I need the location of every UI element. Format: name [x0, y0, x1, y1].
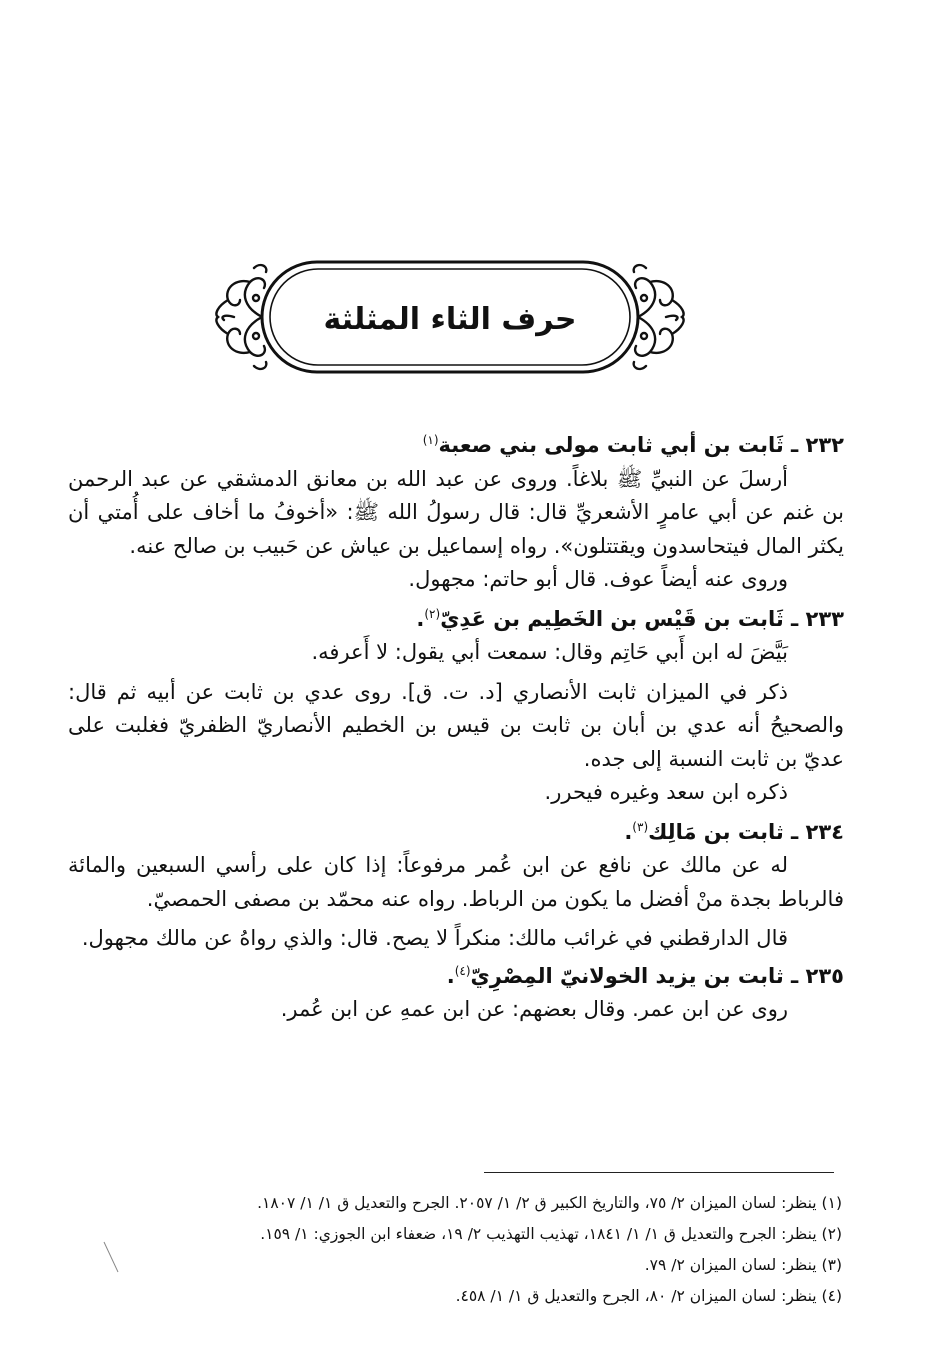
entry-title: ٢٣٥ ـ ثابت بن يزيد الخولانيّ المِصْرِيّ$^{(٤)}$. [446, 963, 844, 988]
footnotes [100, 1188, 842, 1312]
footnote: (٢) ينظر: الجرح والتعديل ق ١/ ١/ ١٨٤١، تهذيب التهذيب ٢/ ١٩، ضعفاء ابن الجوزي: ١/ ١٥٩. [260, 1225, 842, 1243]
footnote: (٣) ينظر: لسان الميزان ٢/ ٧٩. [644, 1256, 842, 1274]
footnote: (١) ينظر: لسان الميزان ٢/ ٧٥، والتاريخ الكبير ق ٢/ ١/ ٢٠٥٧. الجرح والتعديل ق ١/ ١/ ١٨٠٧. [257, 1194, 842, 1212]
entry-title: ٢٣٤ ـ ثابت بن مَالِك$^{(٣)}$. [624, 819, 844, 844]
chapter-title: حرف الثاء المثلثة [323, 302, 577, 337]
entry-paragraph: وروى عنه أيضاً عوف. قال أبو حاتم: مجهول. [408, 567, 788, 591]
entry-paragraph: ذكره ابن سعد وغيره فيحرر. [544, 780, 788, 804]
entry-title: ٢٣٢ ـ ثَابت بن أبي ثابت مولى بني صعبة$^{(١)}$ [422, 433, 844, 457]
stray-pencil-mark [102, 1240, 122, 1274]
entry-title: ٢٣٣ ـ ثَابت بن قَيْس بن الخَطِيم بن عَدِيّ$^{(٢)}$. [416, 606, 844, 631]
footnote-ref: (٢) [424, 606, 441, 621]
footnote-ref: (١) [422, 433, 439, 447]
entry-paragraph: قال الدارقطني في غرائب مالك: منكراً لا يصح. قال: والذي رواهُ عن مالك مجهول. [81, 926, 788, 950]
entry-paragraph: له عن مالك عن نافع عن ابن عُمر مرفوعاً: إذا كان على رأسي السبعين والمائة فالرباط بجدة منْ أفضل ما يكون من الرباط. رواه عنه محمّد بن مصفى الحمصيّ. [68, 853, 844, 911]
footnote-separator [484, 1172, 834, 1173]
entry-paragraph: أرسلَ عن النبيِّ ﷺ بلاغاً. وروى عن عبد الله بن معانق الدمشقي عن عبد الرحمن بن غنم عن أبي عامرٍ الأشعريِّ قال: قال رسولُ الله ﷺ: «أخوفُ ما أخاف على أُمتي أن يكثر المال فيتحاسدون ويقتتلون». رواه إسماعيل بن عياش عن حَبيب بن صالح عنه. [68, 466, 844, 558]
entry-paragraph: ذكر في الميزان ثابت الأنصاري [د. ت. ق]. روى عدي بن ثابت عن أبيه ثم قال: والصحيحُ أنه عدي بن أبان بن ثابت بن قيس بن الخطيم الأنصاريّ الظفريّ فغلبت على عديّ بن ثابت النسبة إلى جده. [68, 679, 844, 771]
footnote: (٤) ينظر: لسان الميزان ٢/ ٨٠، الجرح والتعديل ق ١/ ١/ ٤٥٨. [455, 1287, 842, 1305]
footnote-ref: (٣) [632, 819, 649, 834]
main-text [68, 425, 844, 1027]
entry-paragraph: بَيَّضَ له ابن أَبي حَاتِم وقال: سمعت أبي يقول: لا أَعرفه. [311, 640, 788, 664]
footnote-ref: (٤) [454, 963, 471, 978]
entry-paragraph: روى عن ابن عمر. وقال بعضهم: عن ابن عمهِ عن ابن عُمر. [280, 997, 788, 1021]
